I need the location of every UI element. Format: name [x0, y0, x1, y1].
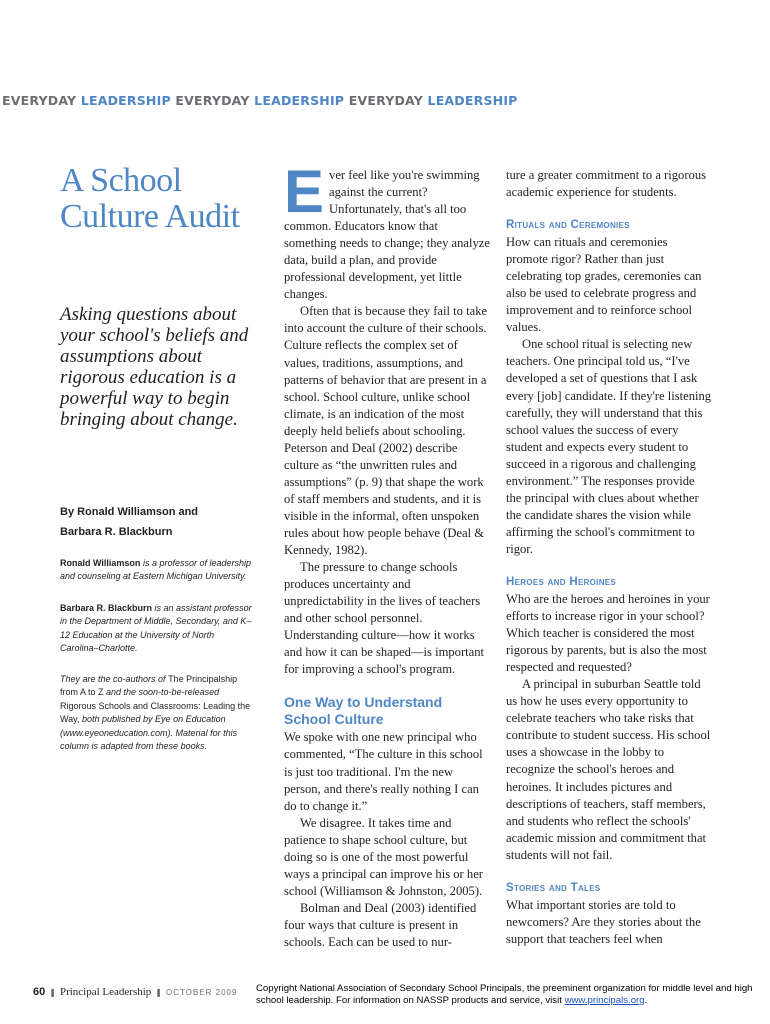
note-text: both published by Eye on Education (www.eyeoneducation.com). Material for this column is adapted from these books. [60, 714, 238, 752]
byline-line: By Ronald Williamson and [60, 506, 199, 518]
author-name: Ronald Williamson [60, 558, 141, 568]
section-heading: One Way to Understand School Culture [284, 694, 443, 728]
paragraph: What important stories are told to newcomers? Are they stories about the support that teachers feel when [506, 897, 701, 946]
drop-cap: E [284, 158, 325, 225]
paragraph: We spoke with one new principal who commented, “The culture in this school is just too traditional. I'm the new person, and there's really nothing I can do to change it.” [284, 730, 483, 813]
paragraph: The pressure to change schools produces uncertainty and unpredictability in the lives of teachers and other school personnel. Understanding culture—how it works and how it can be shaped—is important for improving a school's program. [284, 560, 485, 677]
paragraph: One school ritual is selecting new teachers. One principal told us, “I've developed a set of questions that I ask every [job] candidate. If they're listening carefully, they will understand that this school values the success of every student and expects every student to succeed in a rigorous and challenging environment.” The responses provide the principal with clues about whether the candidate shares the vision while affirming the school's commitment to rigor. [506, 337, 712, 556]
bio-text: is a professor of leadership and counseling at Eastern Michigan University. [60, 558, 251, 582]
paragraph: How can rituals and ceremonies promote rigor? Rather than just celebrating top grades, ceremonies can also be used to celebrate progress and improvement and to reinforce school values. [506, 235, 702, 335]
paragraph: Often that is because they fail to take into account the culture of their schools. Culture reflects the complex set of values, traditions, assumptions, and patterns of behavior that are present in a school. School culture, unlike school climate, is an indication of the most deeply held beliefs about schooling. Peterson and Deal (2002) describe culture as “the unwritten rules and assumptions” (p. 9) that shape the work of staff members and students, and it is visible in the informal, often unspoken rules about how people behave (Deal & Kennedy, 1982). [284, 304, 488, 558]
author-bio [60, 557, 255, 584]
kicker-word: EVERYDAY [344, 93, 428, 108]
book-title: The Principalship from A to Z [60, 674, 238, 698]
publication-name: Principal Leadership [59, 986, 152, 998]
paragraph: ture a greater commitment to a rigorous academic experience for students. [506, 168, 707, 200]
subheading: Stories and Tales [506, 881, 601, 894]
note-text: They are the co-authors of [60, 674, 169, 684]
page-footer [33, 986, 237, 998]
paragraph: We disagree. It takes time and patience to shape school culture, but doing so is one of the most powerful ways a principal can improve his or her school (Williamson & Johnston, 2005). [284, 815, 483, 898]
paragraph [284, 158, 490, 303]
paragraph: A principal in suburban Seattle told us how he uses every opportunity to celebrate teachers who take risks that contribute to student success. His school uses a showcase in the lobby to recognize the school's heroes and heroines. It includes pictures and descriptions of teachers, staff members, and students who reflect the schools' academic mission and commitment that students will not fail. [506, 677, 711, 862]
paragraph: Who are the heroes and heroines in your efforts to increase rigor in your school? Which teacher is considered the most rigorous by parents, but is also the most respected and requested? [506, 591, 710, 675]
note-text: and the soon-to-be-released [103, 687, 220, 698]
paragraph-text: ver feel like you're swimming against the current? Unfortunately, that's all too common. Educators know that something needs to change; they analyze data, build a plan, and provide professional development, yet little changes. [284, 168, 490, 302]
separator: ❚ [155, 988, 162, 997]
separator: ❚ [49, 988, 56, 997]
article-subtitle: Asking questions about your school's beliefs and assumptions about rigorous education is a powerful way to begin bringing about change. [60, 304, 249, 430]
article-title: A School Culture Audit [60, 162, 240, 235]
copyright-text: . [644, 995, 648, 1006]
section-kicker [2, 93, 518, 108]
kicker-word: LEADERSHIP [427, 93, 518, 108]
page-number: 60 [33, 986, 46, 998]
author-name: Barbara R. Blackburn [60, 603, 153, 613]
kicker-word: LEADERSHIP [254, 93, 345, 108]
body-column-1 [284, 158, 490, 951]
kicker-word: LEADERSHIP [80, 93, 171, 108]
coauthors-note [60, 673, 255, 753]
byline [60, 502, 260, 542]
kicker-word: EVERYDAY [2, 93, 81, 108]
copyright-notice [256, 983, 761, 1007]
copyright-text: Copyright National Association of Secondary School Principals, the preeminent organization for middle level and high school leadership. For information on NASSP products and service, visit [256, 983, 753, 1006]
author-bio [60, 602, 255, 656]
body-column-2 [506, 167, 712, 948]
paragraph: Bolman and Deal (2003) identified four ways that culture is present in schools. Each can be used to nur- [284, 900, 477, 949]
bio-text: is an assistant professor in the Department of Middle, Secondary, and K–12 Education at the University of North Carolina–Charlotte. [60, 603, 252, 654]
book-title: Rigorous Schools and Classrooms: Leading the Way, [60, 700, 251, 725]
subheading: Rituals and Ceremonies [506, 219, 630, 232]
byline-line: Barbara R. Blackburn [60, 526, 173, 538]
issue-date: OCTOBER 2009 [166, 988, 238, 997]
website-link[interactable]: www.principals.org [564, 995, 645, 1006]
subheading: Heroes and Heroines [506, 575, 617, 588]
kicker-word: EVERYDAY [170, 93, 255, 108]
